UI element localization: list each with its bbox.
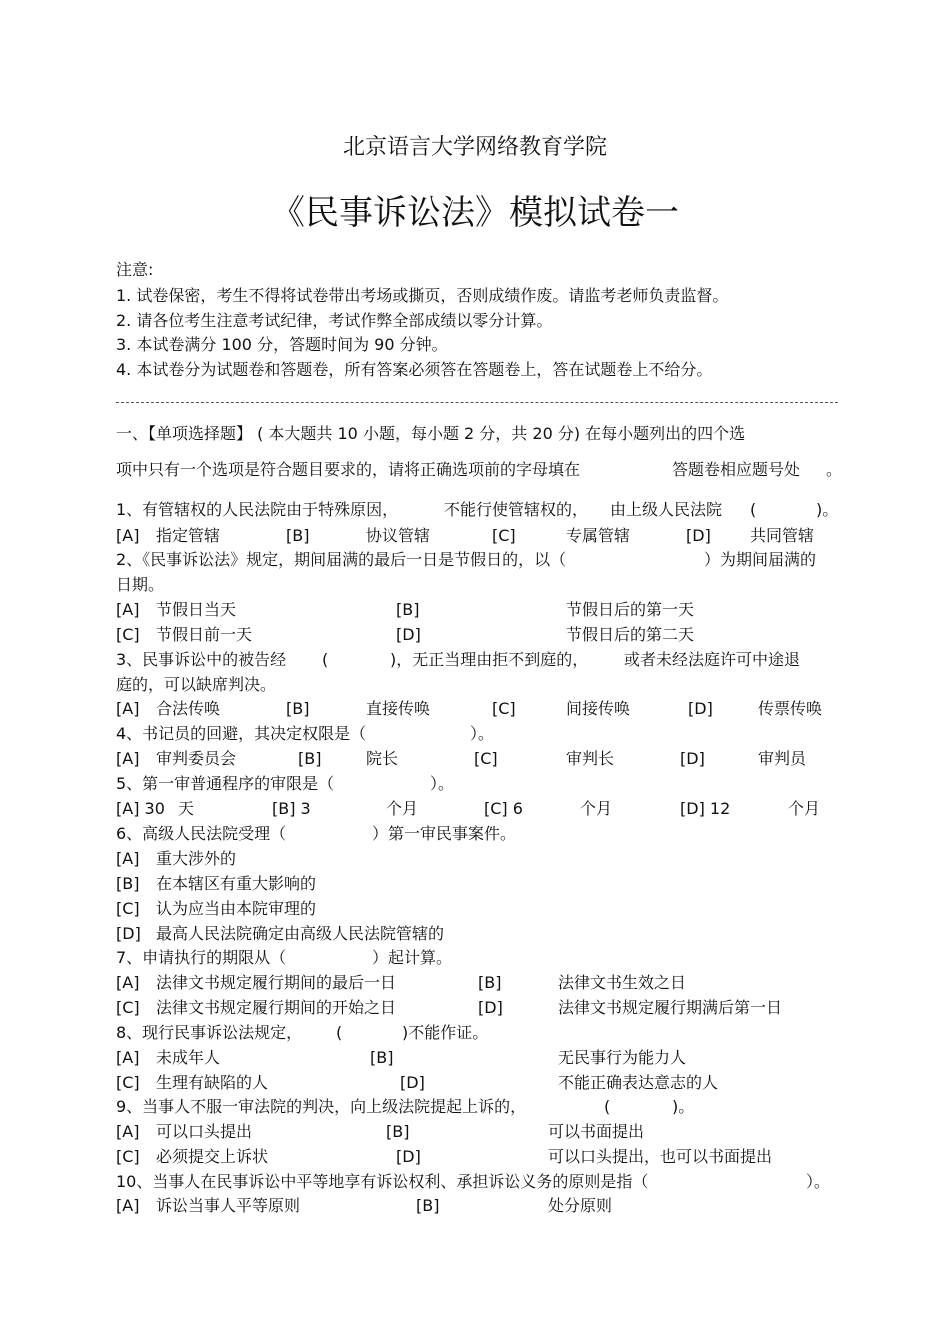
q5-option-b-text: 个月 (386, 799, 419, 818)
q1-option-d-text: 共同管辖 (750, 526, 815, 545)
q4-option-b-text: 院长 (366, 749, 399, 768)
q3-option-b-text: 直接传唤 (366, 699, 431, 718)
q1-option-b-text: 协议管辖 (366, 526, 431, 545)
question-9-paren-open: ( (604, 1097, 611, 1116)
q7-option-d-letter: [D] (478, 998, 503, 1017)
question-2-text-b: ）为期间届满的 (704, 550, 817, 569)
q1-option-c-letter: [C] (492, 526, 516, 545)
q6-option-c-letter: [C] (116, 899, 140, 918)
q2-option-a-text: 节假日当天 (156, 600, 237, 619)
q7-option-a-letter: [A] (116, 973, 140, 992)
q9-option-a-letter: [A] (116, 1122, 140, 1141)
dashed-divider (116, 402, 838, 403)
q8-option-c-letter: [C] (116, 1073, 140, 1092)
question-3-paren-open: ( (322, 650, 329, 669)
q9-option-b-text: 可以书面提出 (548, 1122, 645, 1141)
q4-option-d-letter: [D] (680, 749, 705, 768)
q5-option-b-letter: [B] 3 (272, 799, 311, 818)
q5-option-a-letter: [A] 30 (116, 799, 165, 818)
q5-option-d-text: 个月 (788, 799, 821, 818)
q1-option-b-letter: [B] (286, 526, 310, 545)
question-3-text-c: )，无正当理由拒不到庭的， (390, 650, 589, 669)
q1-option-c-text: 专属管辖 (566, 526, 631, 545)
q5-option-d-letter: [D] 12 (680, 799, 731, 818)
section-intro-line-2: 项中只有一个选项是符合题目要求的，请将正确选项前的字母填在 (116, 460, 581, 479)
q3-option-b-letter: [B] (286, 699, 310, 718)
q4-option-c-text: 审判长 (566, 749, 615, 768)
school-name: 北京语言大学网络教育学院 (342, 135, 607, 160)
section-intro-line-2c: 。 (826, 460, 843, 479)
q2-option-c-text: 节假日前一天 (156, 625, 253, 644)
q6-option-a-text: 重大涉外的 (156, 849, 237, 868)
question-7-text-b: ）起计算。 (372, 948, 453, 967)
q3-option-d-letter: [D] (688, 699, 713, 718)
q6-option-b-text: 在本辖区有重大影响的 (156, 874, 317, 893)
question-1-paren-open: ( (750, 500, 757, 519)
q10-option-a-letter: [A] (116, 1196, 140, 1215)
q6-option-b-letter: [B] (116, 874, 140, 893)
question-7-text: 7、申请执行的期限从（ (116, 948, 287, 967)
q8-option-d-text: 不能正确表达意志的人 (558, 1073, 719, 1092)
q7-option-b-letter: [B] (478, 973, 502, 992)
question-8-paren-open: ( (336, 1023, 343, 1042)
question-3-text-d: 或者未经法庭许可中途退 (624, 650, 801, 669)
question-1-paren-close: )。 (816, 500, 839, 519)
question-4-text-b: ）。 (470, 724, 495, 743)
q8-option-a-text: 未成年人 (156, 1048, 221, 1067)
question-3-text: 3、民事诉讼中的被告经 (116, 650, 287, 669)
section-intro-line-2b: 答题卷相应题号处 (672, 460, 801, 479)
q2-option-b-letter: [B] (396, 600, 420, 619)
section-intro-line-1: 一、【单项选择题】 ( 本大题共 10 小题，每小题 2 分，共 20 分) 在每小题列出的四个选 (116, 424, 746, 443)
question-8-text-c: )不能作证。 (402, 1023, 489, 1042)
q4-option-d-text: 审判员 (758, 749, 807, 768)
question-6-text-b: ）第一审民事案件。 (372, 824, 517, 843)
q4-option-a-letter: [A] (116, 749, 140, 768)
q4-option-a-text: 审判委员会 (156, 749, 237, 768)
q2-option-d-text: 节假日后的第二天 (566, 625, 695, 644)
q8-option-d-letter: [D] (400, 1073, 425, 1092)
q7-option-c-text: 法律文书规定履行期间的开始之日 (156, 998, 397, 1017)
question-4-text: 4、书记员的回避，其决定权限是（ (116, 724, 367, 743)
q10-option-a-text: 诉讼当事人平等原则 (156, 1196, 301, 1215)
q9-option-a-text: 可以口头提出 (156, 1122, 253, 1141)
question-6-text: 6、高级人民法院受理（ (116, 824, 287, 843)
question-10-text-b: ）。 (806, 1172, 831, 1191)
notice-label: 注意: (116, 260, 154, 279)
q5-option-a-text: 天 (178, 799, 195, 818)
q8-option-b-text: 无民事行为能力人 (558, 1048, 687, 1067)
q9-option-c-text: 必须提交上诉状 (156, 1147, 269, 1166)
question-9-text: 9、当事人不服一审法院的判决，向上级法院提起上诉的， (116, 1097, 527, 1116)
question-5-text: 5、第一审普通程序的审限是（ (116, 774, 335, 793)
notice-item-3: 3. 本试卷满分 100 分，答题时间为 90 分钟。 (116, 335, 448, 354)
q9-option-b-letter: [B] (386, 1122, 410, 1141)
q5-option-c-text: 个月 (580, 799, 613, 818)
question-1-text-c: 由上级人民法院 (610, 500, 723, 519)
q5-option-c-letter: [C] 6 (484, 799, 523, 818)
q7-option-b-text: 法律文书生效之日 (558, 973, 687, 992)
notice-item-1: 1. 试卷保密，考生不得将试卷带出考场或撕页，否则成绩作废。请监考老师负责监督。 (116, 286, 729, 305)
q3-option-c-text: 间接传唤 (566, 699, 631, 718)
q3-option-a-text: 合法传唤 (156, 699, 221, 718)
question-1-text-b: 不能行使管辖权的， (444, 500, 589, 519)
q6-option-d-text: 最高人民法院确定由高级人民法院管辖的 (156, 924, 445, 943)
q1-option-a-text: 指定管辖 (156, 526, 221, 545)
question-2-text-c: 日期。 (116, 575, 165, 594)
question-3-text-e: 庭的，可以缺席判决。 (116, 675, 277, 694)
q2-option-b-text: 节假日后的第一天 (566, 600, 695, 619)
q1-option-a-letter: [A] (116, 526, 140, 545)
q6-option-c-text: 认为应当由本院审理的 (156, 899, 317, 918)
question-5-text-b: ）。 (430, 774, 455, 793)
q10-option-b-letter: [B] (416, 1196, 440, 1215)
q7-option-a-text: 法律文书规定履行期间的最后一日 (156, 973, 397, 992)
question-9-text-c: )。 (672, 1097, 695, 1116)
q6-option-a-letter: [A] (116, 849, 140, 868)
q8-option-b-letter: [B] (370, 1048, 394, 1067)
q4-option-b-letter: [B] (298, 749, 322, 768)
q9-option-d-text: 可以口头提出，也可以书面提出 (548, 1147, 773, 1166)
q7-option-c-letter: [C] (116, 998, 140, 1017)
exam-title: 《民事诉讼法》模拟试卷一 (271, 193, 679, 233)
question-8-text: 8、现行民事诉讼法规定， (116, 1023, 303, 1042)
q8-option-a-letter: [A] (116, 1048, 140, 1067)
q9-option-d-letter: [D] (396, 1147, 421, 1166)
q10-option-b-text: 处分原则 (548, 1196, 613, 1215)
question-1-text: 1、有管辖权的人民法院由于特殊原因， (116, 500, 399, 519)
q4-option-c-letter: [C] (474, 749, 498, 768)
q3-option-d-text: 传票传唤 (758, 699, 823, 718)
q2-option-d-letter: [D] (396, 625, 421, 644)
q8-option-c-text: 生理有缺陷的人 (156, 1073, 269, 1092)
q9-option-c-letter: [C] (116, 1147, 140, 1166)
notice-item-2: 2. 请各位考生注意考试纪律，考试作弊全部成绩以零分计算。 (116, 311, 553, 330)
q3-option-a-letter: [A] (116, 699, 140, 718)
question-10-text: 10、当事人在民事诉讼中平等地享有诉讼权利、承担诉讼义务的原则是指（ (116, 1172, 649, 1191)
q6-option-d-letter: [D] (116, 924, 141, 943)
question-2-text: 2、《民事诉讼法》规定，期间届满的最后一日是节假日的，以（ (116, 550, 567, 569)
notice-item-4: 4. 本试卷分为试题卷和答题卷，所有答案必须答在答题卷上，答在试题卷上不给分。 (116, 360, 713, 379)
q2-option-a-letter: [A] (116, 600, 140, 619)
q3-option-c-letter: [C] (492, 699, 516, 718)
q2-option-c-letter: [C] (116, 625, 140, 644)
q7-option-d-text: 法律文书规定履行期满后第一日 (558, 998, 783, 1017)
q1-option-d-letter: [D] (686, 526, 711, 545)
